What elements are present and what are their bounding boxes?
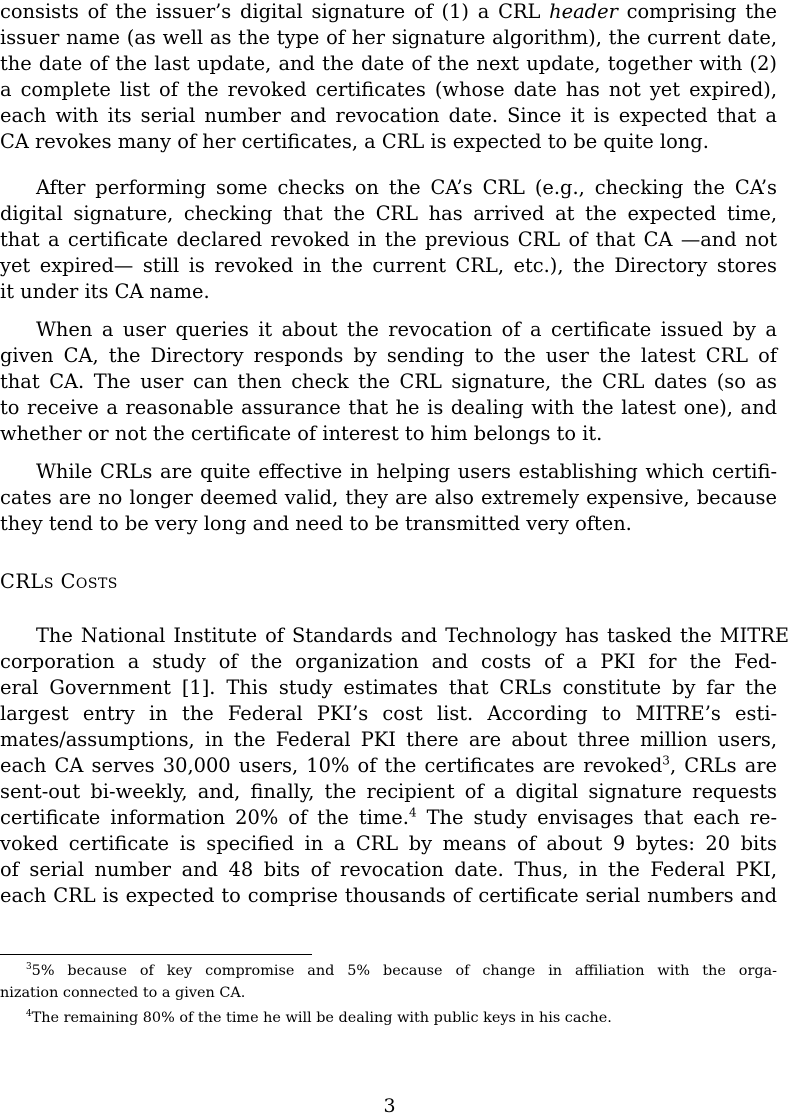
footnote-mark: 4 — [26, 1009, 32, 1020]
text-line: While CRLs are quite effective in helping users establishing which certifi- — [36, 460, 777, 483]
text-line: yet expired— still is revoked in the current CRL, etc.), the Directory stores — [0, 254, 777, 277]
text-line: CA revokes many of her certificates, a CRL is expected to be quite long. — [0, 130, 709, 153]
footnote-ref-4[interactable]: 4 — [408, 805, 417, 820]
footnote-rule — [0, 954, 312, 955]
text-line: certificate information 20% of the time.$^4$ The study envisages that each re- — [0, 805, 777, 829]
text-line: When a user queries it about the revocation of a certificate issued by a — [36, 318, 777, 341]
text-line: voked certificate is specified in a CRL by means of about 9 bytes: 20 bits — [0, 832, 777, 855]
text-line: that a certificate declared revoked in the previous CRL of that CA —and not — [0, 228, 777, 251]
text-line: given CA, the Directory responds by sending to the user the latest CRL of — [0, 344, 777, 367]
footnote-ref-3[interactable]: 3 — [662, 753, 670, 768]
text-line: After performing some checks on the CA’s CRL (e.g., checking the CA’s — [36, 176, 777, 199]
page-number: 3 — [383, 1095, 396, 1117]
text-line: the date of the last update, and the date of the next update, together with (2) — [0, 52, 777, 75]
footnote-3-continuation: nization connected to a given CA. — [0, 985, 246, 1001]
text-line: cates are no longer deemed valid, they are also extremely expensive, because — [0, 486, 777, 509]
text-line: each CA serves 30,000 users, 10% of the certificates are revoked$^3$, CRLs are — [0, 753, 777, 777]
text-line: issuer name (as well as the type of her signature algorithm), the current date, — [0, 26, 777, 49]
text-line: whether or not the certificate of interest to him belongs to it. — [0, 422, 603, 445]
footnote-3: $^3$5% because of key compromise and 5% because of change in affiliation with the orga- — [26, 962, 777, 979]
text-line: it under its CA name. — [0, 280, 210, 303]
text-line: each with its serial number and revocation date. Since it is expected that a — [0, 104, 777, 127]
text-line: each CRL is expected to comprise thousands of certificate serial numbers and — [0, 884, 777, 907]
emphasis-header: header — [549, 0, 618, 23]
text-line: of serial number and 48 bits of revocation date. Thus, in the Federal PKI, — [0, 858, 777, 881]
text-line: digital signature, checking that the CRL has arrived at the expected time, — [0, 202, 777, 225]
text-line: consists of the issuer’s digital signature of (1) a CRL header comprising the — [0, 0, 777, 23]
footnote-mark: 3 — [26, 962, 32, 973]
section-heading: CRLs Costs — [0, 570, 118, 593]
text-line: eral Government [1]. This study estimates that CRLs constitute by far the — [0, 676, 777, 699]
text-line: corporation a study of the organization and costs of a PKI for the Fed- — [0, 650, 777, 673]
text-line: sent-out bi-weekly, and, finally, the recipient of a digital signature requests — [0, 780, 777, 803]
footnote-4: $^4$The remaining 80% of the time he will be dealing with public keys in his cache. — [26, 1009, 612, 1026]
text-line: mates/assumptions, in the Federal PKI there are about three million users, — [0, 728, 777, 751]
text-line: a complete list of the revoked certificates (whose date has not yet expired), — [0, 78, 777, 101]
text-line: The National Institute of Standards and Technology has tasked the MITRE — [36, 624, 789, 647]
text-line: that CA. The user can then check the CRL signature, the CRL dates (so as — [0, 370, 777, 393]
text-line: they tend to be very long and need to be transmitted very often. — [0, 512, 632, 535]
text-line: to receive a reasonable assurance that he is dealing with the latest one), and — [0, 396, 777, 419]
text-line: largest entry in the Federal PKI’s cost list. According to MITRE’s esti- — [0, 702, 777, 725]
